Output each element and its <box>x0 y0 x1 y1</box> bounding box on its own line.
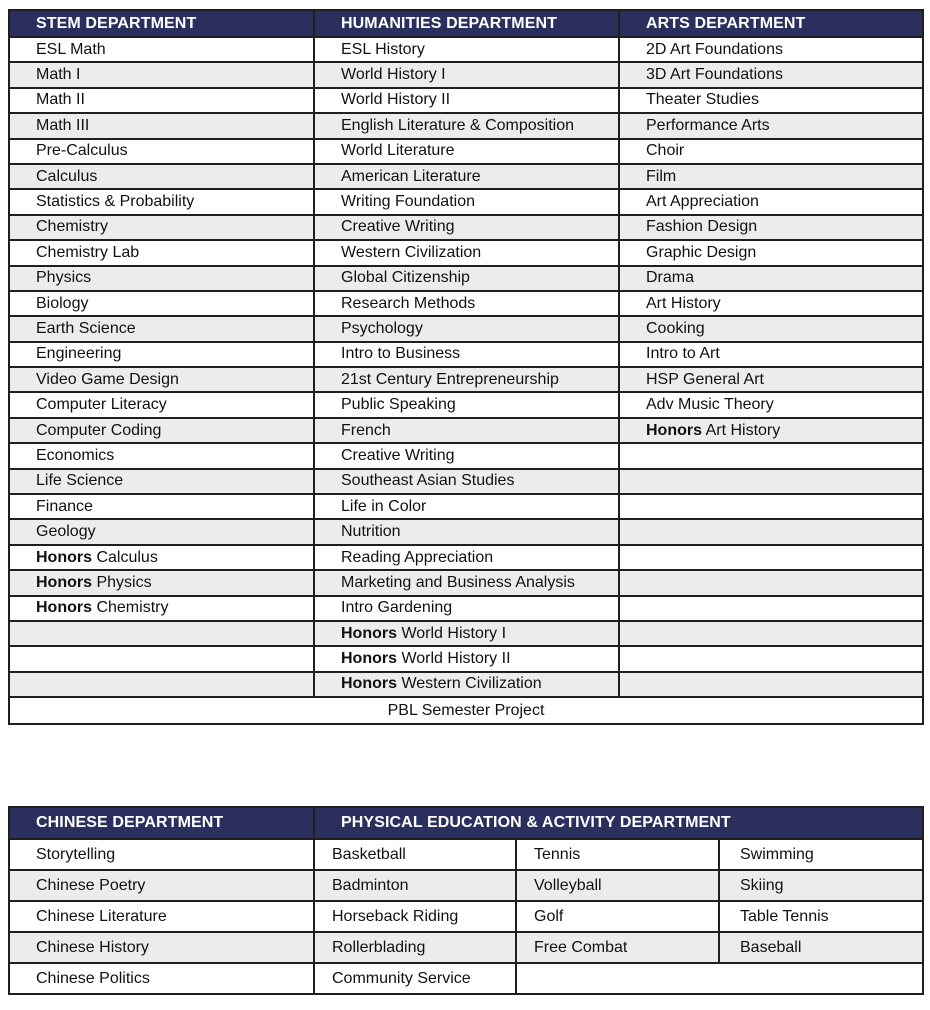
pe-activity-cell: Basketball <box>314 839 516 870</box>
course-name: Fashion Design <box>646 218 758 236</box>
course-name: Calculus <box>36 167 98 185</box>
humanities-course-cell <box>314 621 619 646</box>
course-name: ESL History <box>341 40 425 58</box>
table-row <box>9 418 923 443</box>
pe-activity-cell: Horseback Riding <box>314 901 516 932</box>
table-row <box>9 266 923 291</box>
honors-label: Honors <box>341 624 397 642</box>
arts-course-cell <box>619 164 923 189</box>
course-rows <box>9 37 923 697</box>
honors-label: Honors <box>341 650 397 668</box>
humanities-course-cell <box>314 596 619 621</box>
course-name: Western Civilization <box>341 243 482 261</box>
humanities-course-cell <box>314 418 619 443</box>
arts-course-cell <box>619 392 923 417</box>
table-row <box>9 88 923 113</box>
footer-row <box>9 697 923 724</box>
table-row <box>9 469 923 494</box>
table-row <box>9 646 923 671</box>
stem-course-cell <box>9 62 314 87</box>
course-name: 3D Art Foundations <box>646 66 783 84</box>
course-name: Earth Science <box>36 319 136 337</box>
course-name: Chemistry <box>36 218 109 236</box>
table-row <box>9 596 923 621</box>
honors-label: Honors <box>646 421 702 439</box>
chinese-course-cell: Chinese Poetry <box>9 870 314 901</box>
honors-label: Honors <box>36 548 92 566</box>
pe-activity-cell: Table Tennis <box>719 901 923 932</box>
pe-activity-cell: Tennis <box>516 839 719 870</box>
table-row <box>9 870 923 901</box>
chinese-header: CHINESE DEPARTMENT <box>9 807 314 839</box>
stem-course-cell <box>9 316 314 341</box>
lower-header-row <box>9 807 923 839</box>
course-name: Chemistry Lab <box>36 243 140 261</box>
table-row <box>9 392 923 417</box>
arts-course-cell <box>619 494 923 519</box>
course-name: Choir <box>646 142 685 160</box>
pbl-semester-project: PBL Semester Project <box>9 697 923 724</box>
course-name: Public Speaking <box>341 396 456 414</box>
chinese-pe-table <box>8 806 924 995</box>
humanities-course-cell <box>314 494 619 519</box>
humanities-course-cell <box>314 266 619 291</box>
table-row <box>9 570 923 595</box>
chinese-course-cell: Storytelling <box>9 839 314 870</box>
pe-activity-cell: Rollerblading <box>314 932 516 963</box>
course-name: Intro to Business <box>341 345 461 363</box>
course-name: Psychology <box>341 319 423 337</box>
arts-course-cell <box>619 621 923 646</box>
arts-course-cell <box>619 367 923 392</box>
humanities-course-cell <box>314 215 619 240</box>
arts-course-cell <box>619 418 923 443</box>
arts-course-cell <box>619 88 923 113</box>
table-row <box>9 291 923 316</box>
course-name: Graphic Design <box>646 243 757 261</box>
course-name: English Literature & Composition <box>341 116 575 134</box>
stem-course-cell <box>9 164 314 189</box>
humanities-course-cell <box>314 139 619 164</box>
stem-course-cell <box>9 519 314 544</box>
course-name: Life Science <box>36 472 124 490</box>
course-name: Physics <box>36 269 92 287</box>
course-name: Performance Arts <box>646 116 770 134</box>
arts-course-cell <box>619 443 923 468</box>
course-name: Economics <box>36 446 115 464</box>
course-name: Biology <box>36 294 89 312</box>
table-row <box>9 901 923 932</box>
course-name: World History II <box>401 650 511 668</box>
stem-course-cell <box>9 88 314 113</box>
course-name: Engineering <box>36 345 122 363</box>
pe-activity-cell: Badminton <box>314 870 516 901</box>
course-name: Writing Foundation <box>341 193 475 211</box>
course-name: Adv Music Theory <box>646 396 774 414</box>
table-row <box>9 963 923 994</box>
humanities-course-cell <box>314 88 619 113</box>
course-name: Calculus <box>96 548 158 566</box>
arts-course-cell <box>619 519 923 544</box>
arts-course-cell <box>619 545 923 570</box>
table-row <box>9 545 923 570</box>
arts-course-cell <box>619 113 923 138</box>
course-name: French <box>341 421 391 439</box>
table-row <box>9 932 923 963</box>
lower-rows <box>9 839 923 994</box>
header-row <box>9 10 923 37</box>
chinese-course-cell: Chinese History <box>9 932 314 963</box>
table-row <box>9 316 923 341</box>
course-name: Research Methods <box>341 294 476 312</box>
arts-course-cell <box>619 469 923 494</box>
table-row <box>9 215 923 240</box>
stem-course-cell <box>9 570 314 595</box>
pe-activity-cell: Golf <box>516 901 719 932</box>
arts-course-cell <box>619 570 923 595</box>
course-name: Film <box>646 167 677 185</box>
stem-course-cell <box>9 443 314 468</box>
course-name: World History II <box>341 91 451 109</box>
stem-course-cell <box>9 494 314 519</box>
stem-course-cell <box>9 621 314 646</box>
arts-header: ARTS DEPARTMENT <box>619 10 923 37</box>
pe-header: PHYSICAL EDUCATION & ACTIVITY DEPARTMENT <box>314 807 923 839</box>
course-name: 21st Century Entrepreneurship <box>341 370 559 388</box>
departments-table <box>8 9 924 725</box>
honors-label: Honors <box>341 675 397 693</box>
humanities-course-cell <box>314 545 619 570</box>
stem-course-cell <box>9 596 314 621</box>
chinese-course-cell: Chinese Politics <box>9 963 314 994</box>
pe-activity-cell: Baseball <box>719 932 923 963</box>
course-name: Art History <box>705 421 781 439</box>
humanities-course-cell <box>314 519 619 544</box>
course-name: Intro to Art <box>646 345 720 363</box>
course-name: Computer Literacy <box>36 396 167 414</box>
pe-empty-cell <box>516 963 923 994</box>
humanities-header: HUMANITIES DEPARTMENT <box>314 10 619 37</box>
humanities-course-cell <box>314 646 619 671</box>
arts-course-cell <box>619 266 923 291</box>
stem-course-cell <box>9 189 314 214</box>
stem-course-cell <box>9 342 314 367</box>
pe-activity-cell: Free Combat <box>516 932 719 963</box>
course-name: Math I <box>36 66 81 84</box>
pe-activity-cell: Skiing <box>719 870 923 901</box>
stem-course-cell <box>9 418 314 443</box>
stem-course-cell <box>9 240 314 265</box>
stem-course-cell <box>9 37 314 62</box>
course-name: Art Appreciation <box>646 193 759 211</box>
course-name: Pre-Calculus <box>36 142 128 160</box>
stem-header: STEM DEPARTMENT <box>9 10 314 37</box>
course-name: Math II <box>36 91 85 109</box>
stem-course-cell <box>9 392 314 417</box>
course-name: Cooking <box>646 319 705 337</box>
stem-course-cell <box>9 367 314 392</box>
course-name: Intro Gardening <box>341 599 453 617</box>
humanities-course-cell <box>314 316 619 341</box>
pe-activity-cell: Volleyball <box>516 870 719 901</box>
course-name: Creative Writing <box>341 218 455 236</box>
table-row <box>9 113 923 138</box>
humanities-course-cell <box>314 37 619 62</box>
course-name: Life in Color <box>341 497 427 515</box>
table-row <box>9 139 923 164</box>
humanities-course-cell <box>314 62 619 87</box>
course-name: World History I <box>401 624 507 642</box>
arts-course-cell <box>619 672 923 697</box>
humanities-course-cell <box>314 189 619 214</box>
course-name: American Literature <box>341 167 481 185</box>
course-name: Western Civilization <box>401 675 542 693</box>
arts-course-cell <box>619 291 923 316</box>
course-name: ESL Math <box>36 40 106 58</box>
table-row <box>9 621 923 646</box>
course-name: 2D Art Foundations <box>646 40 783 58</box>
humanities-course-cell <box>314 113 619 138</box>
course-name: Chemistry <box>96 599 169 617</box>
stem-course-cell <box>9 291 314 316</box>
course-name: HSP General Art <box>646 370 764 388</box>
table-row <box>9 494 923 519</box>
arts-course-cell <box>619 62 923 87</box>
arts-course-cell <box>619 215 923 240</box>
arts-course-cell <box>619 596 923 621</box>
arts-course-cell <box>619 139 923 164</box>
course-name: Finance <box>36 497 93 515</box>
course-name: Marketing and Business Analysis <box>341 573 575 591</box>
course-name: Video Game Design <box>36 370 179 388</box>
table-row <box>9 672 923 697</box>
course-name: Geology <box>36 523 96 541</box>
arts-course-cell <box>619 342 923 367</box>
table-row <box>9 342 923 367</box>
table-row <box>9 443 923 468</box>
stem-course-cell <box>9 646 314 671</box>
stem-course-cell <box>9 113 314 138</box>
humanities-course-cell <box>314 342 619 367</box>
honors-label: Honors <box>36 599 92 617</box>
humanities-course-cell <box>314 392 619 417</box>
humanities-course-cell <box>314 469 619 494</box>
arts-course-cell <box>619 646 923 671</box>
stem-course-cell <box>9 266 314 291</box>
humanities-course-cell <box>314 367 619 392</box>
table-row <box>9 189 923 214</box>
stem-course-cell <box>9 672 314 697</box>
humanities-course-cell <box>314 164 619 189</box>
table-row <box>9 519 923 544</box>
humanities-course-cell <box>314 570 619 595</box>
stem-course-cell <box>9 469 314 494</box>
arts-course-cell <box>619 189 923 214</box>
course-name: World History I <box>341 66 446 84</box>
humanities-course-cell <box>314 672 619 697</box>
course-name: Southeast Asian Studies <box>341 472 515 490</box>
arts-course-cell <box>619 37 923 62</box>
course-name: Math III <box>36 116 90 134</box>
humanities-course-cell <box>314 291 619 316</box>
arts-course-cell <box>619 240 923 265</box>
chinese-course-cell: Chinese Literature <box>9 901 314 932</box>
humanities-course-cell <box>314 443 619 468</box>
course-name: Global Citizenship <box>341 269 470 287</box>
course-name: Drama <box>646 269 695 287</box>
course-name: Nutrition <box>341 523 401 541</box>
course-name: Computer Coding <box>36 421 162 439</box>
course-name: Theater Studies <box>646 91 759 109</box>
course-name: Statistics & Probability <box>36 193 195 211</box>
humanities-course-cell <box>314 240 619 265</box>
course-name: World Literature <box>341 142 455 160</box>
course-name: Art History <box>646 294 721 312</box>
course-name: Creative Writing <box>341 446 455 464</box>
table-row <box>9 240 923 265</box>
table-row <box>9 839 923 870</box>
arts-course-cell <box>619 316 923 341</box>
course-name: Physics <box>96 573 152 591</box>
pe-activity-cell: Swimming <box>719 839 923 870</box>
table-row <box>9 62 923 87</box>
stem-course-cell <box>9 545 314 570</box>
table-row <box>9 367 923 392</box>
honors-label: Honors <box>36 573 92 591</box>
stem-course-cell <box>9 215 314 240</box>
table-row <box>9 37 923 62</box>
pe-activity-cell: Community Service <box>314 963 516 994</box>
stem-course-cell <box>9 139 314 164</box>
table-row <box>9 164 923 189</box>
course-name: Reading Appreciation <box>341 548 494 566</box>
